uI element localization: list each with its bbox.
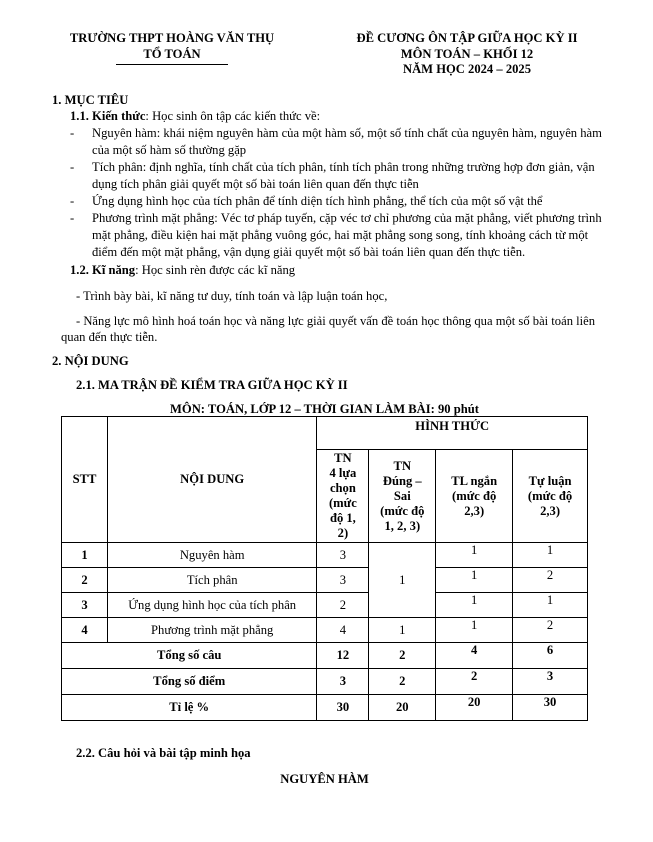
- header-tu: [513, 450, 588, 543]
- header-line: (mức: [328, 496, 357, 510]
- section-2-heading: 2. NỘI DUNG: [52, 354, 129, 368]
- total-tu: 3: [513, 669, 588, 695]
- department-name: TỔ TOÁN: [143, 47, 201, 61]
- school-year: NĂM HỌC 2024 – 2025: [402, 62, 532, 76]
- subject-line: MÔN TOÁN – KHỐI 12: [400, 47, 534, 61]
- cell-content: Ứng dụng hình học của tích phân: [107, 593, 317, 618]
- bullet-item: [92, 159, 612, 193]
- skill-item: - Năng lực mô hình hoá toán học và năng lực giải quyết vấn đề toán học thông qua một số bài toán liên: [76, 314, 596, 328]
- table-row: [62, 543, 588, 568]
- bullet-line: mặt phẳng, điều kiện hai mặt phẳng vuông góc, hai mặt phẳng song song, tính khoảng cách từ một: [92, 228, 589, 242]
- total-label: Tổng số câu: [62, 643, 317, 669]
- header-tnds: [369, 450, 436, 543]
- total-row: [62, 669, 588, 695]
- total-row: [62, 643, 588, 669]
- total-row: [62, 695, 588, 721]
- header-line: 4 lựa: [329, 466, 357, 480]
- cell-tnds-merged: 1: [369, 543, 436, 618]
- total-tn4: 3: [317, 669, 369, 695]
- skills-text: : Học sinh rèn được các kĩ năng: [135, 263, 296, 277]
- cell-tu: 1: [513, 543, 588, 568]
- knowledge-label: 1.1. Kiến thức: [70, 109, 146, 123]
- bullet-line: của một số hàm số thường gặp: [92, 143, 247, 157]
- cell-tn4: 3: [317, 543, 369, 568]
- cell-tn4: 4: [317, 618, 369, 643]
- total-tn4: 30: [317, 695, 369, 721]
- bullet-dash: -: [70, 160, 75, 174]
- table-title: MÔN: TOÁN, LỚP 12 – THỜI GIAN LÀM BÀI: 90 phút: [170, 402, 479, 416]
- subsection-2-2-heading: 2.2. Câu hỏi và bài tập minh họa: [76, 746, 251, 760]
- header-line: TN: [393, 458, 412, 473]
- cell-tu: 1: [513, 593, 588, 618]
- header-line: Đúng –: [382, 473, 422, 488]
- total-tu: 30: [513, 695, 588, 721]
- subsection-2-1-heading: 2.1. MA TRẬN ĐỀ KIỂM TRA GIỮA HỌC KỲ II: [76, 378, 348, 392]
- total-label: Tổng số điểm: [62, 669, 317, 695]
- header-line: Sai: [393, 488, 411, 503]
- header-line: TL ngắn: [451, 473, 498, 488]
- bullet-dash: -: [70, 194, 75, 208]
- cell-content: Nguyên hàm: [107, 543, 317, 568]
- cell-tl: 1: [436, 593, 513, 618]
- header-line: chọn: [329, 481, 356, 495]
- header-line: TN: [334, 451, 352, 465]
- total-label: Tỉ lệ %: [62, 695, 317, 721]
- header-line: độ 1,: [329, 511, 356, 525]
- total-tnds: 2: [369, 669, 436, 695]
- total-tl: 2: [436, 669, 513, 695]
- cell-stt: 2: [62, 568, 108, 593]
- bullet-line: điểm đến một mặt phẳng, vận dụng giải quyết một số bài toán liên quan đến thực tiễn.: [92, 245, 526, 259]
- test-matrix-table: [61, 416, 588, 721]
- header-tn4: [317, 450, 369, 543]
- header-line: 2): [337, 526, 349, 540]
- total-tu: 6: [513, 643, 588, 669]
- bullet-item: [92, 210, 617, 261]
- header-line: Tự luận: [528, 473, 572, 488]
- skill-item-continued: quan đến thực tiễn.: [61, 330, 158, 344]
- school-name: TRƯỜNG THPT HOÀNG VĂN THỤ: [69, 31, 275, 45]
- knowledge-line: [70, 109, 320, 124]
- cell-tu: 2: [513, 568, 588, 593]
- cell-tu: 2: [513, 618, 588, 643]
- header-line: (mức độ: [452, 488, 497, 503]
- total-tn4: 12: [317, 643, 369, 669]
- header-stt: STT: [62, 417, 108, 543]
- bullet-item: [92, 193, 612, 210]
- cell-tl: 1: [436, 618, 513, 643]
- header-line: 1, 2, 3): [384, 518, 421, 533]
- cell-tnds: 1: [369, 618, 436, 643]
- skills-label: 1.2. Kĩ năng: [70, 263, 136, 277]
- bullet-dash: -: [70, 126, 75, 140]
- skills-line: [70, 263, 295, 278]
- topic-heading: NGUYÊN HÀM: [280, 772, 369, 786]
- table-row: [62, 618, 588, 643]
- knowledge-text: : Học sinh ôn tập các kiến thức về:: [145, 109, 321, 123]
- header-tl: [436, 450, 513, 543]
- header-line: 2,3): [540, 503, 561, 518]
- table-row: [62, 568, 588, 593]
- bullet-line: Nguyên hàm: khái niệm nguyên hàm của một hàm số, một số tính chất của nguyên hàm, nguyên hàm: [92, 126, 602, 140]
- cell-tn4: 2: [317, 593, 369, 618]
- bullet-line: Tích phân: định nghĩa, tính chất của tích phân, tính tích phân trong những trường hợp đơn giản, vận: [92, 160, 595, 174]
- bullet-line: Ứng dụng hình học của tích phân để tính diện tích hình phẳng, thể tích của một số vật thể: [92, 194, 543, 208]
- cell-tn4: 3: [317, 568, 369, 593]
- total-tnds: 2: [369, 643, 436, 669]
- total-tl: 20: [436, 695, 513, 721]
- bullet-dash: -: [70, 211, 75, 225]
- header-format-group: HÌNH THỨC: [317, 417, 588, 450]
- header-line: 2,3): [464, 503, 485, 518]
- cell-tl: 1: [436, 568, 513, 593]
- cell-stt: 1: [62, 543, 108, 568]
- bullet-line: dụng tích phân giải quyết một số bài toán liên quan đến thực tiễn: [92, 177, 419, 191]
- cell-tl: 1: [436, 543, 513, 568]
- header-line: (mức độ: [380, 503, 425, 518]
- cell-stt: 4: [62, 618, 108, 643]
- total-tl: 4: [436, 643, 513, 669]
- bullet-item: [92, 125, 612, 159]
- skill-item: - Trình bày bài, kĩ năng tư duy, tính toán và lập luận toán học,: [76, 289, 388, 303]
- document-title: ĐỀ CƯƠNG ÔN TẬP GIỮA HỌC KỲ II: [356, 31, 578, 45]
- header-line: (mức độ: [527, 488, 573, 503]
- section-1-heading: 1. MỤC TIÊU: [52, 93, 129, 107]
- header-underline: [116, 64, 228, 65]
- cell-stt: 3: [62, 593, 108, 618]
- cell-content: Tích phân: [107, 568, 317, 593]
- total-tnds: 20: [369, 695, 436, 721]
- cell-content: Phương trình mặt phẳng: [107, 618, 317, 643]
- bullet-line: Phương trình mặt phẳng: Véc tơ pháp tuyến, cặp véc tơ chỉ phương của mặt phẳng, viết phương trình: [92, 211, 602, 225]
- table-row: [62, 593, 588, 618]
- header-content: NỘI DUNG: [107, 417, 317, 543]
